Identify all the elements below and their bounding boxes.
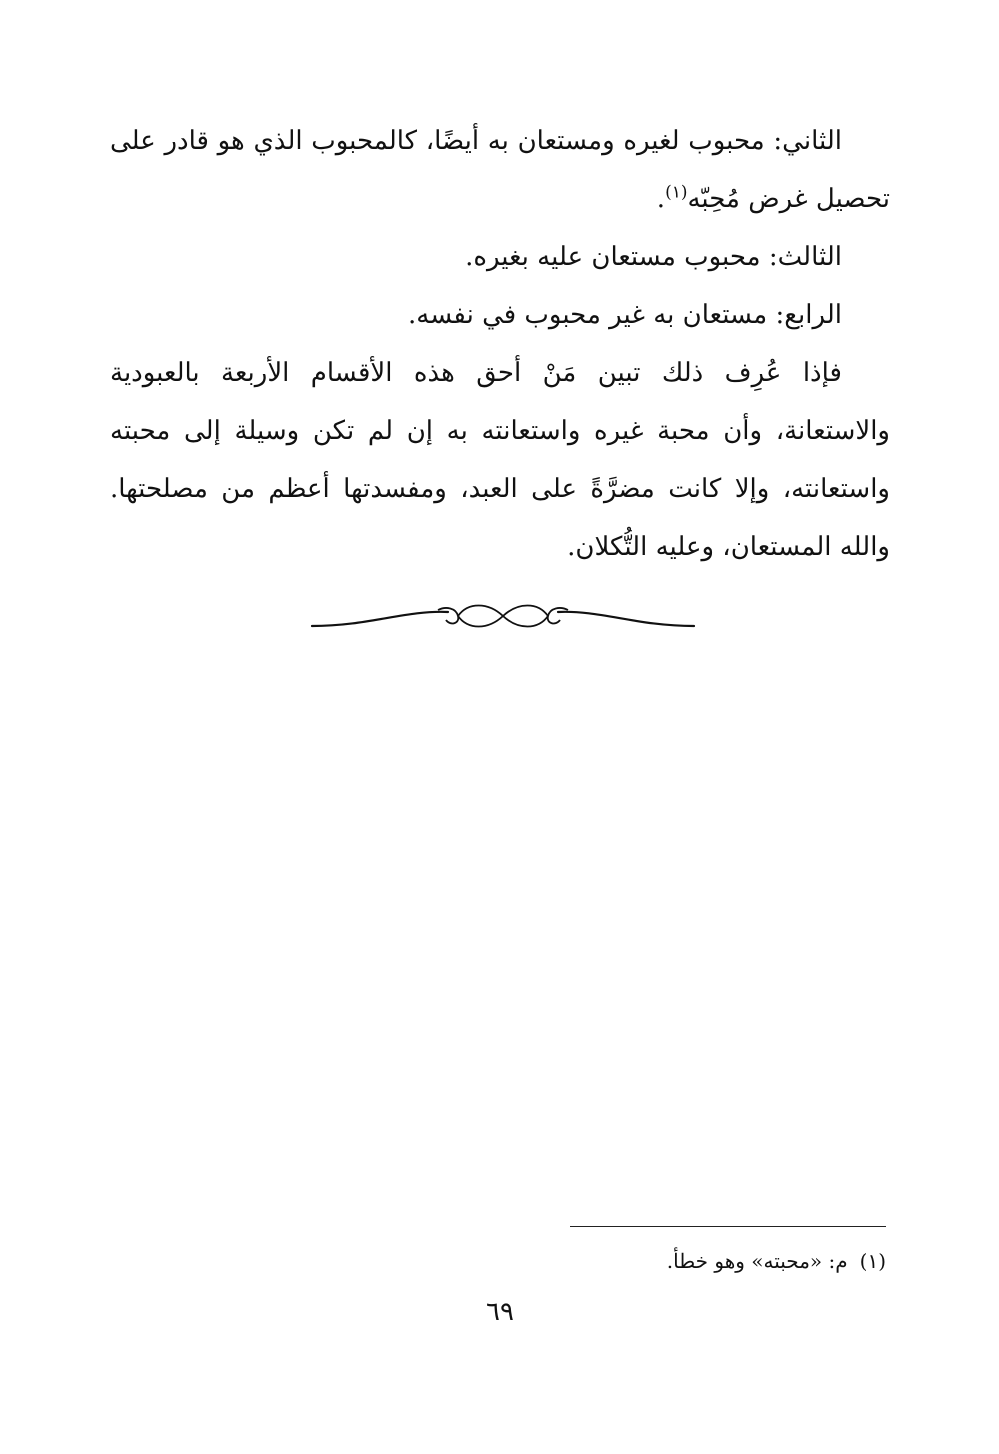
footnote-number: (١) xyxy=(859,1249,886,1273)
footnote-divider xyxy=(570,1226,886,1227)
paragraph-fourth-type xyxy=(110,286,890,344)
paragraph-third-type xyxy=(110,228,890,286)
page-number: ٦٩ xyxy=(486,1297,514,1327)
paragraph-text: الثالث: محبوب مستعان عليه بغيره. xyxy=(465,242,842,272)
main-text xyxy=(110,112,890,576)
paragraph-end-punct: . xyxy=(656,184,666,214)
footnote xyxy=(400,1246,886,1276)
footnote-reference[interactable]: (١) xyxy=(665,182,688,203)
paragraph-second-type xyxy=(110,112,890,228)
footnote-text: م: «محبته» وهو خطأ. xyxy=(666,1249,848,1273)
paragraph-conclusion xyxy=(110,344,890,576)
paragraph-text: الرابع: مستعان به غير محبوب في نفسه. xyxy=(408,300,842,330)
scroll-flourish-ornament-icon xyxy=(310,596,696,646)
paragraph-text: الثاني: محبوب لغيره ومستعان به أيضًا، كالمحبوب الذي هو قادر على تحصيل غرض مُحِبّه xyxy=(110,126,890,214)
paragraph-text: فإذا عُرِف ذلك تبين مَنْ أحق هذه الأقسام الأربعة بالعبودية والاستعانة، وأن محبة غيره واستعانته به إن لم تكن وسيلة إلى محبته واستعانته، وإلا كانت مضرَّةً على العبد، ومفسدتها أعظم من مصلحتها. والله المستعان، وعليه التُّكلان. xyxy=(110,358,890,562)
